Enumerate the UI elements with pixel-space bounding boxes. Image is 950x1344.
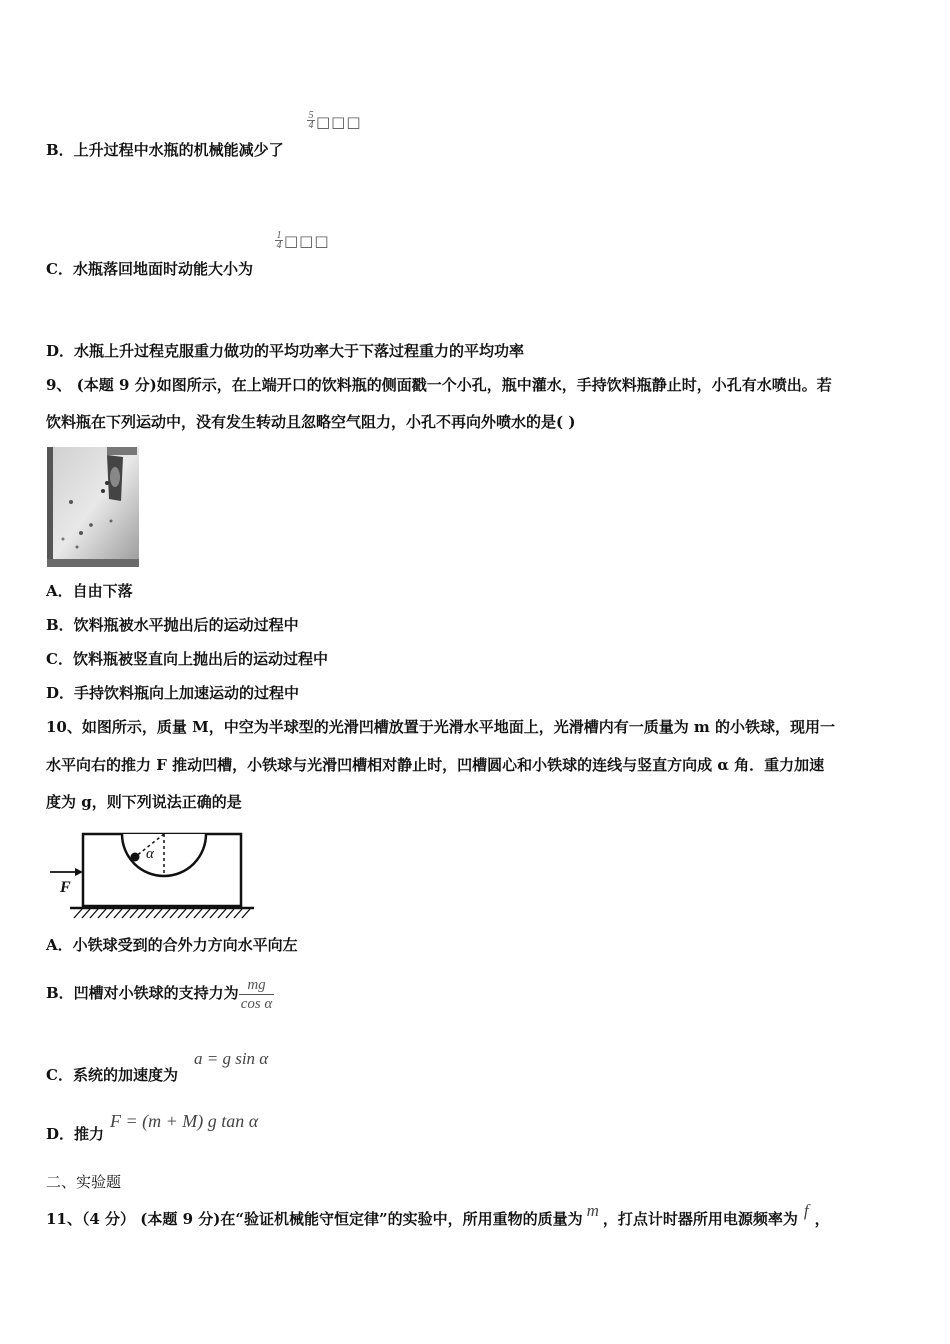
fraction-five-quarters xyxy=(307,111,315,130)
q9-option-b: B．饮料瓶被水平抛出后的运动过程中 xyxy=(46,616,299,634)
missing-glyph-boxes: □□□ xyxy=(284,232,330,250)
q9-stem-line-1: 9、 (本题 9 分)如图所示，在上端开口的饮料瓶的侧面戳一个小孔，瓶中灌水，手持饮料瓶静止时，小孔有水喷出。若 xyxy=(46,376,832,394)
support-force-fraction xyxy=(239,976,275,1013)
fraction-one-quarter xyxy=(275,231,283,250)
q9-option-c: C．饮料瓶被竖直向上抛出后的运动过程中 xyxy=(46,650,328,668)
q11-stem-part-1: 11、（4 分） (本题 9 分)在“验证机械能守恒定律”的实验中，所用重物的质量为 xyxy=(46,1210,583,1228)
fraction-numerator: mg xyxy=(239,976,275,995)
iron-ball xyxy=(131,853,140,862)
fraction-denominator: 4 xyxy=(308,120,314,131)
section-title: 二、实验题 xyxy=(46,1173,122,1191)
q11-stem-part-2: ，打点计时器所用电源频率为 xyxy=(602,1210,798,1228)
fraction-numerator: 1 xyxy=(276,230,282,241)
q8-option-c: C．水瓶落回地面时动能大小为 xyxy=(46,260,253,278)
mass-symbol: m xyxy=(586,1201,599,1220)
q8-option-d: D．水瓶上升过程克服重力做功的平均功率大于下落过程重力的平均功率 xyxy=(46,342,525,360)
groove-block-figure xyxy=(46,828,260,924)
option-d-label: D．推力 xyxy=(46,1125,105,1143)
q10-option-a: A．小铁球受到的合外力方向水平向左 xyxy=(46,936,298,954)
acceleration-formula: a = g sin α xyxy=(194,1049,269,1068)
frequency-symbol: f xyxy=(803,1201,809,1220)
ground-hatching xyxy=(74,909,250,918)
q10-option-c: C．系统的加速度为 xyxy=(46,1066,178,1084)
fraction-denominator: 4 xyxy=(276,240,282,251)
q10-option-d xyxy=(46,1123,104,1145)
q10-stem-line-3: 度为 g，则下列说法正确的是 xyxy=(46,793,242,811)
q10-stem-line-2: 水平向右的推力 F 推动凹槽，小铁球与光滑凹槽相对静止时，凹槽圆心和小铁球的连线与竖直方向成 α 角．重力加速 xyxy=(46,756,825,774)
missing-glyph-boxes: □□□ xyxy=(316,113,362,131)
fraction-denominator: cos α xyxy=(240,995,273,1012)
q9-option-d: D．手持饮料瓶向上加速运动的过程中 xyxy=(46,684,300,702)
q11-stem-part-3: ， xyxy=(814,1210,830,1228)
q10-option-b xyxy=(46,974,274,1013)
option-b-label: B．凹槽对小铁球的支持力为 xyxy=(46,984,239,1002)
q10-stem-line-1: 10、如图所示，质量 M，中空为半球型的光滑凹槽放置于光滑水平地面上，光滑槽内有一质量为 m 的小铁球，现用一 xyxy=(46,718,836,736)
q9-stem-line-2: 饮料瓶在下列运动中，没有发生转动且忽略空气阻力，小孔不再向外喷水的是( ) xyxy=(46,413,576,431)
fraction-numerator: 5 xyxy=(308,110,314,121)
alpha-label: α xyxy=(146,846,154,862)
push-force-formula: F = (m + M) g tan α xyxy=(110,1111,259,1131)
q9-option-a: A．自由下落 xyxy=(46,582,133,600)
bottle-photo-figure xyxy=(47,447,139,567)
q8-option-b: B．上升过程中水瓶的机械能减少了 xyxy=(46,141,284,159)
force-label: F xyxy=(60,879,71,896)
q11-stem xyxy=(46,1201,830,1230)
